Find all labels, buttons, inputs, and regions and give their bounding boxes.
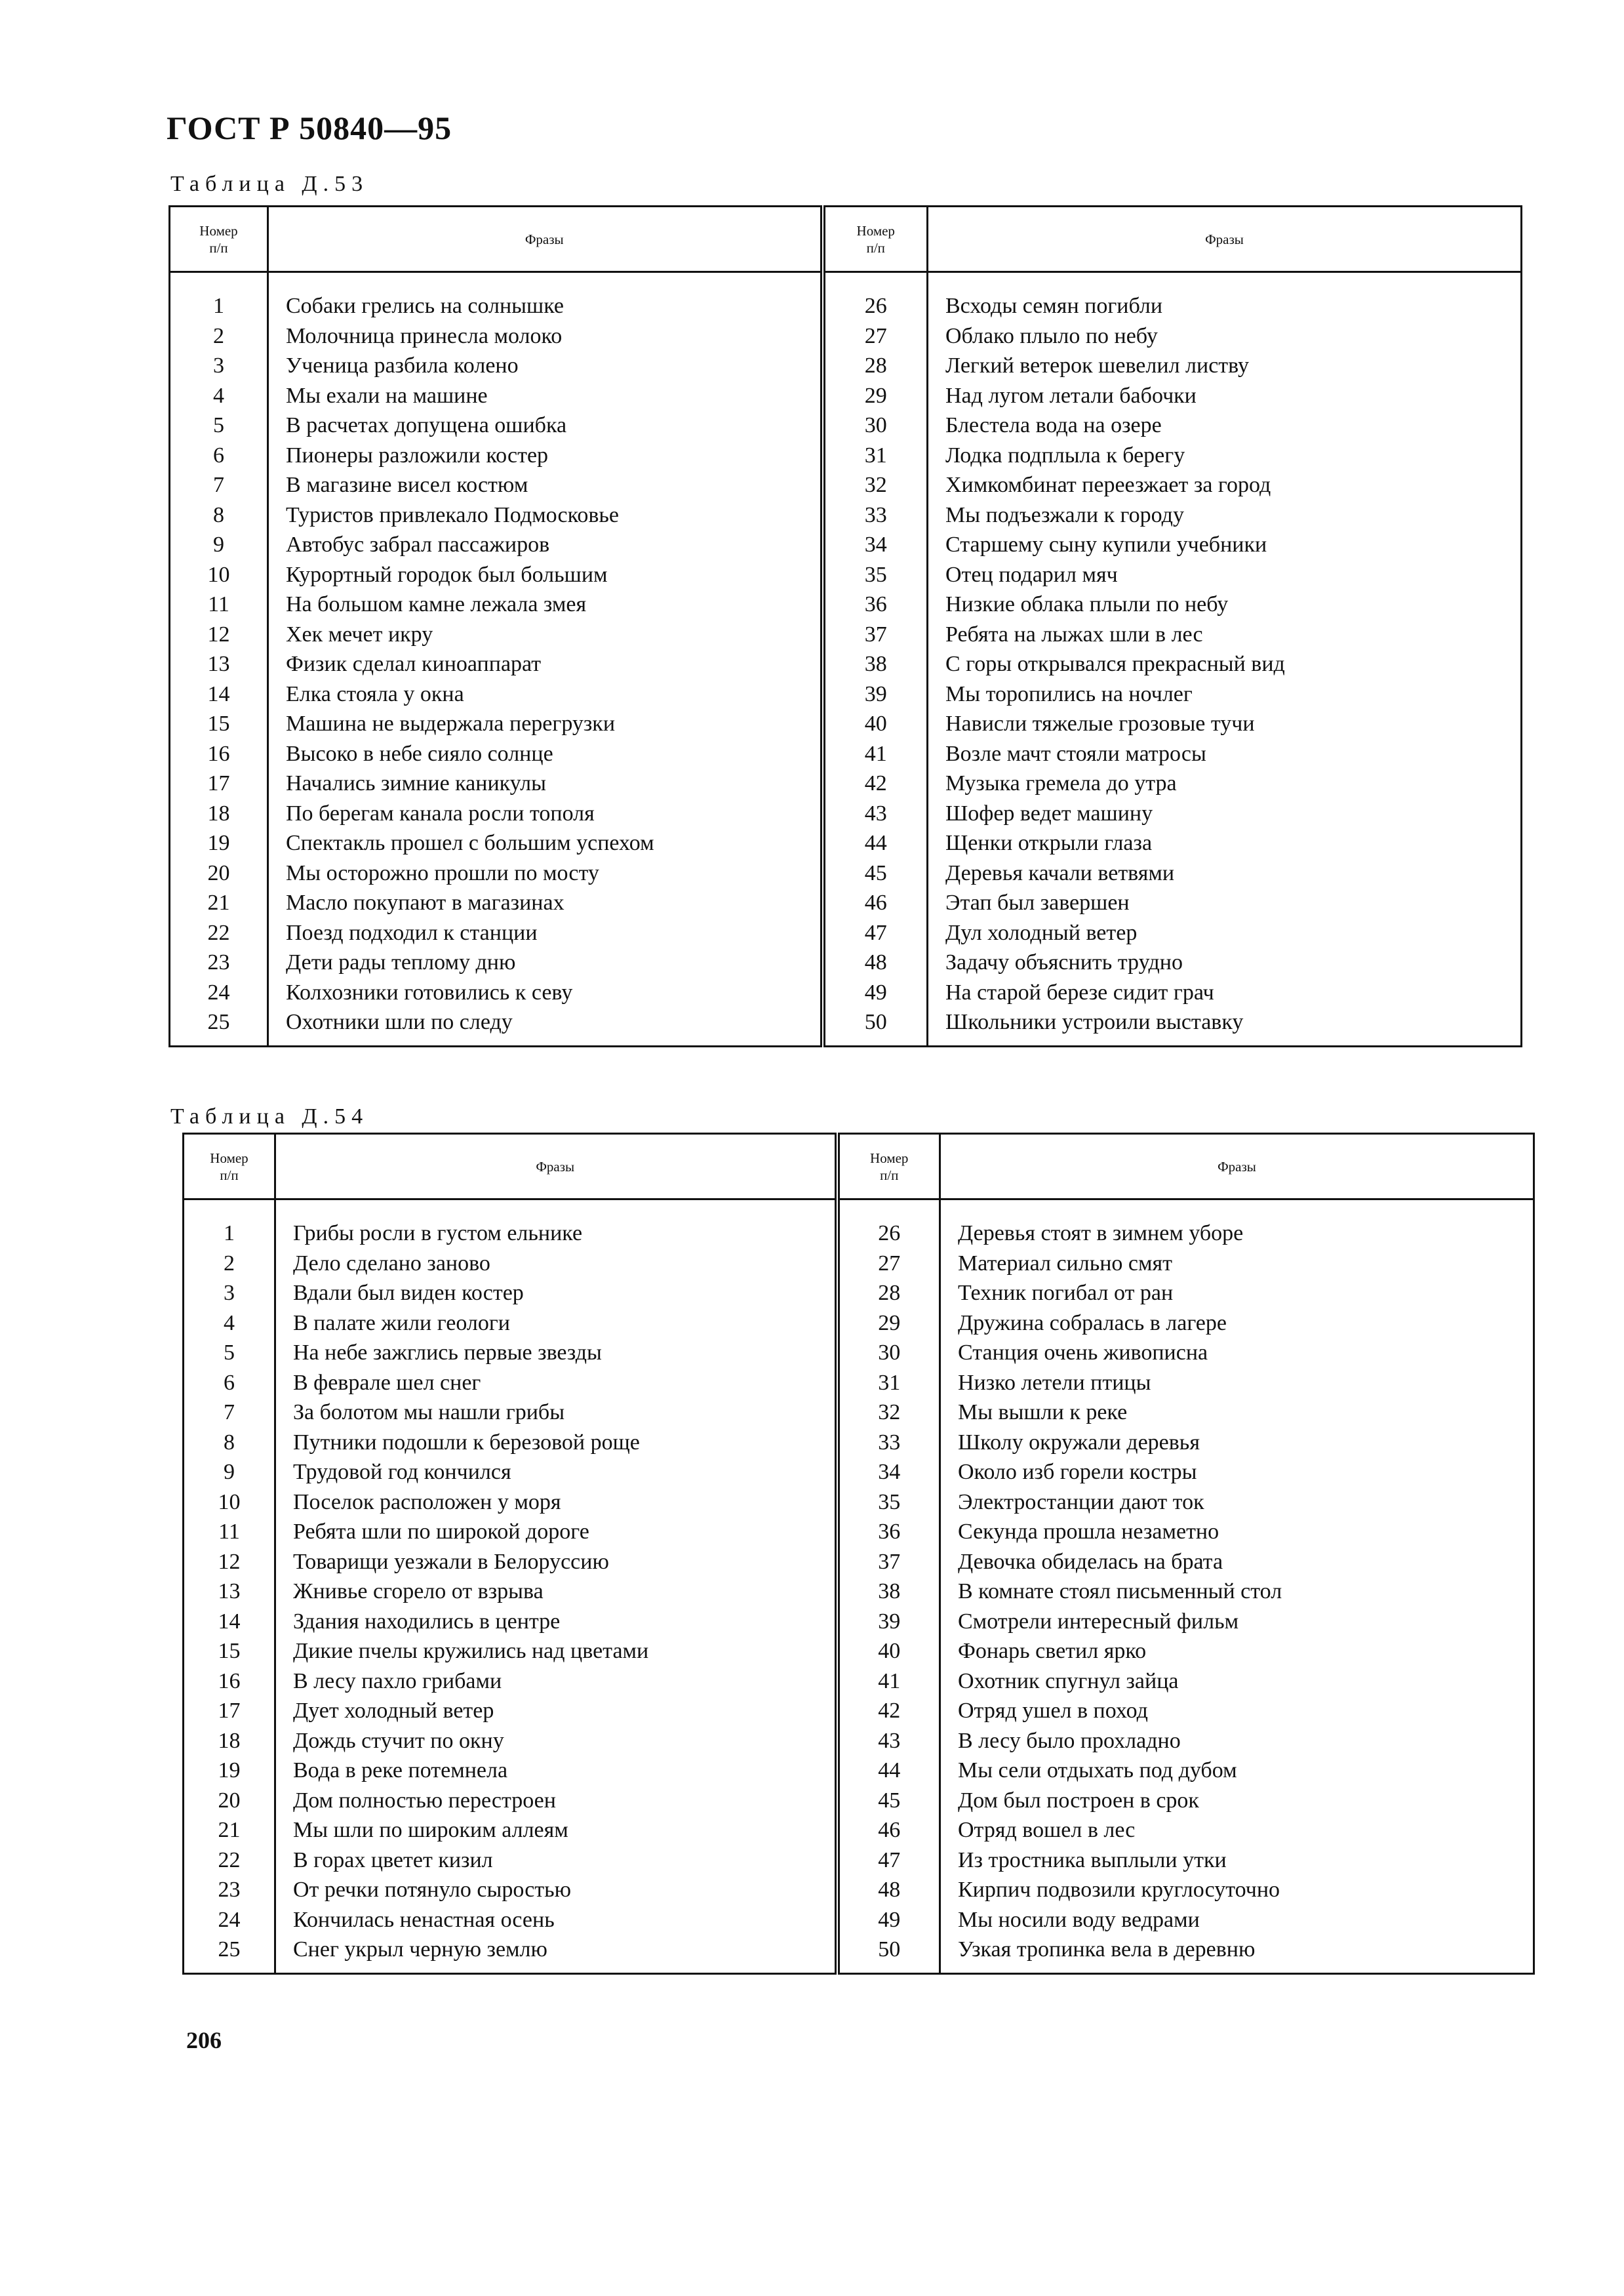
table-row	[170, 381, 1522, 411]
number-cell: 44	[823, 828, 928, 858]
phrase-cell: Отец подарил мяч	[945, 562, 1118, 587]
table-row	[184, 1338, 1534, 1368]
number-cell: 45	[837, 1786, 940, 1816]
phrase-cell: Школу окружали деревья	[958, 1430, 1200, 1455]
phrase-cell: Спектакль прошел с большим успехом	[268, 828, 823, 858]
table-row	[184, 1428, 1534, 1458]
table-row	[170, 530, 1522, 560]
number-cell: 29	[837, 1308, 940, 1339]
number-cell: 32	[837, 1398, 940, 1428]
table-row	[184, 1845, 1534, 1876]
phrase-cell: Мы подъезжали к городу	[945, 502, 1184, 527]
phrase-cell: Ребята шли по широкой дороге	[275, 1517, 837, 1547]
phrase-cell: Здания находились в центре	[275, 1607, 837, 1637]
table-row	[170, 1007, 1522, 1046]
phrase-cell: Машина не выдержала перегрузки	[268, 709, 823, 739]
number-cell: 10	[184, 1487, 275, 1518]
phrase-cell: Низкие облака плыли по небу	[945, 592, 1229, 616]
number-cell: 23	[184, 1875, 275, 1905]
table-row	[184, 1905, 1534, 1935]
phrase-cell: Облако плыло по небу	[945, 323, 1158, 348]
number-cell: 5	[170, 411, 268, 441]
number-cell: 14	[170, 679, 268, 710]
number-cell: 5	[184, 1338, 275, 1368]
phrase-cell: На старой березе сидит грач	[945, 980, 1214, 1005]
table-row	[170, 948, 1522, 978]
number-cell: 31	[837, 1368, 940, 1398]
number-cell: 10	[170, 560, 268, 590]
phrase-cell: Охотник спугнул зайца	[958, 1668, 1179, 1693]
number-cell: 22	[170, 918, 268, 948]
phrase-cell: Материал сильно смят	[958, 1251, 1173, 1276]
phrase-cell: Трудовой год кончился	[275, 1457, 837, 1487]
header-phrase: Фразы	[268, 207, 823, 272]
table-d53	[168, 205, 1522, 1047]
number-cell: 15	[170, 709, 268, 739]
number-cell: 4	[184, 1308, 275, 1339]
phrase-cell: В лесу было прохладно	[958, 1728, 1181, 1753]
table-row	[170, 978, 1522, 1008]
phrase-cell: Курортный городок был большим	[268, 560, 823, 590]
number-cell: 37	[837, 1547, 940, 1577]
table-row	[184, 1786, 1534, 1816]
number-cell: 8	[184, 1428, 275, 1458]
table-row	[170, 828, 1522, 858]
header-number: Номер п/п	[184, 1134, 275, 1199]
phrase-cell: Смотрели интересный фильм	[958, 1609, 1239, 1634]
number-cell: 24	[184, 1905, 275, 1935]
phrase-cell: Музыка гремела до утра	[945, 771, 1177, 796]
number-cell: 12	[184, 1547, 275, 1577]
phrase-cell: Кирпич подвозили круглосуточно	[958, 1878, 1280, 1902]
number-cell: 33	[823, 500, 928, 531]
phrase-cell: Ученица разбила колено	[268, 351, 823, 381]
table-d54	[182, 1133, 1535, 1975]
phrase-cell: Нависли тяжелые грозовые тучи	[945, 712, 1255, 736]
number-cell: 45	[823, 858, 928, 889]
phrase-cell: Туристов привлекало Подмосковье	[268, 500, 823, 531]
table-row	[170, 560, 1522, 590]
number-cell: 35	[837, 1487, 940, 1518]
phrase-cell: Химкомбинат переезжает за город	[945, 473, 1271, 497]
number-cell: 44	[837, 1756, 940, 1786]
document-header: ГОСТ Р 50840—95	[167, 110, 452, 146]
phrase-cell: В феврале шел снег	[275, 1368, 837, 1398]
number-cell: 1	[170, 272, 268, 321]
table-row	[170, 769, 1522, 799]
phrase-cell: Мы носили воду ведрами	[958, 1907, 1200, 1932]
number-cell: 27	[837, 1249, 940, 1279]
phrase-cell: Лодка подплыла к берегу	[945, 443, 1185, 468]
phrase-cell: Молочница принесла молоко	[268, 321, 823, 352]
number-cell: 47	[837, 1845, 940, 1876]
table-caption-d53: Таблица Д.53	[170, 172, 369, 196]
number-cell: 17	[170, 769, 268, 799]
number-cell: 25	[184, 1935, 275, 1973]
phrase-cell: Кончилась ненастная осень	[275, 1905, 837, 1935]
table-row	[170, 620, 1522, 650]
phrase-cell: Отряд вошел в лес	[958, 1818, 1136, 1842]
phrase-cell: Ребята на лыжах шли в лес	[945, 622, 1203, 647]
table-row	[184, 1517, 1534, 1547]
number-cell: 4	[170, 381, 268, 411]
table-caption-d54: Таблица Д.54	[170, 1104, 369, 1129]
header-phrase: Фразы	[940, 1134, 1534, 1199]
page-number: 206	[186, 2027, 222, 2053]
phrase-cell: Дом был построен в срок	[958, 1788, 1199, 1813]
table-row	[184, 1368, 1534, 1398]
number-cell: 7	[184, 1398, 275, 1428]
number-cell: 26	[823, 272, 928, 321]
phrase-cell: Легкий ветерок шевелил листву	[945, 353, 1250, 378]
table-row	[184, 1726, 1534, 1756]
phrase-cell: Дождь стучит по окну	[275, 1726, 837, 1756]
phrase-cell: Пионеры разложили костер	[268, 441, 823, 471]
number-cell: 22	[184, 1845, 275, 1876]
number-cell: 19	[170, 828, 268, 858]
table-row	[184, 1487, 1534, 1518]
number-cell: 38	[823, 649, 928, 679]
table-row	[184, 1636, 1534, 1666]
number-cell: 21	[184, 1815, 275, 1845]
number-cell: 14	[184, 1607, 275, 1637]
phrase-cell: Дети рады теплому дню	[268, 948, 823, 978]
table-row	[184, 1696, 1534, 1726]
number-cell: 35	[823, 560, 928, 590]
number-cell: 23	[170, 948, 268, 978]
table-row	[170, 739, 1522, 769]
phrase-cell: Деревья качали ветвями	[945, 860, 1175, 885]
phrase-cell: Дует холодный ветер	[275, 1696, 837, 1726]
phrase-cell: В комнате стоял письменный стол	[958, 1579, 1282, 1603]
phrase-cell: По берегам канала росли тополя	[268, 799, 823, 829]
phrase-cell: С горы открывался прекрасный вид	[945, 652, 1285, 676]
phrase-cell: Блестела вода на озере	[945, 413, 1162, 437]
phrase-cell: Мы шли по широким аллеям	[275, 1815, 837, 1845]
table-row	[184, 1577, 1534, 1607]
phrase-table	[182, 1133, 1535, 1975]
number-cell: 41	[837, 1666, 940, 1697]
table-row	[170, 709, 1522, 739]
phrase-cell: В палате жили геологи	[275, 1308, 837, 1339]
number-cell: 48	[837, 1875, 940, 1905]
phrase-cell: В расчетах допущена ошибка	[268, 411, 823, 441]
table-row	[184, 1607, 1534, 1637]
phrase-cell: Колхозники готовились к севу	[268, 978, 823, 1008]
number-cell: 42	[837, 1696, 940, 1726]
number-cell: 40	[823, 709, 928, 739]
phrase-cell: В горах цветет кизил	[275, 1845, 837, 1876]
number-cell: 42	[823, 769, 928, 799]
table-row	[184, 1815, 1534, 1845]
phrase-cell: Этап был завершен	[945, 891, 1130, 915]
table-row	[170, 500, 1522, 531]
number-cell: 6	[184, 1368, 275, 1398]
header-number: Номер п/п	[837, 1134, 940, 1199]
table-row	[170, 351, 1522, 381]
number-cell: 34	[837, 1457, 940, 1487]
number-cell: 31	[823, 441, 928, 471]
number-cell: 30	[837, 1338, 940, 1368]
phrase-cell: Автобус забрал пассажиров	[268, 530, 823, 560]
number-cell: 3	[170, 351, 268, 381]
phrase-cell: Вода в реке потемнела	[275, 1756, 837, 1786]
phrase-cell: Мы торопились на ночлег	[945, 681, 1193, 706]
table-row	[184, 1457, 1534, 1487]
phrase-cell: Деревья стоят в зимнем уборе	[958, 1221, 1244, 1245]
number-cell: 8	[170, 500, 268, 531]
phrase-cell: Дружина собралась в лагере	[958, 1310, 1227, 1335]
number-cell: 19	[184, 1756, 275, 1786]
number-cell: 36	[837, 1517, 940, 1547]
phrase-cell: Хек мечет икру	[268, 620, 823, 650]
table-row	[184, 1249, 1534, 1279]
number-cell: 27	[823, 321, 928, 352]
phrase-cell: Щенки открыли глаза	[945, 831, 1153, 855]
phrase-cell: Мы осторожно прошли по мосту	[268, 858, 823, 889]
number-cell: 26	[837, 1199, 940, 1249]
number-cell: 49	[837, 1905, 940, 1935]
number-cell: 33	[837, 1428, 940, 1458]
number-cell: 46	[837, 1815, 940, 1845]
number-cell: 11	[170, 590, 268, 620]
phrase-cell: Узкая тропинка вела в деревню	[958, 1937, 1256, 1962]
phrase-cell: Поселок расположен у моря	[275, 1487, 837, 1518]
header-number: Номер п/п	[170, 207, 268, 272]
number-cell: 39	[823, 679, 928, 710]
phrase-cell: За болотом мы нашли грибы	[275, 1398, 837, 1428]
phrase-cell: Елка стояла у окна	[268, 679, 823, 710]
number-cell: 2	[170, 321, 268, 352]
phrase-cell: Старшему сыну купили учебники	[945, 533, 1267, 557]
number-cell: 38	[837, 1577, 940, 1607]
number-cell: 21	[170, 888, 268, 918]
number-cell: 43	[823, 799, 928, 829]
phrase-cell: Дело сделано заново	[275, 1249, 837, 1279]
phrase-cell: Задачу объяснить трудно	[945, 950, 1183, 975]
number-cell: 32	[823, 470, 928, 500]
phrase-cell: Мы вышли к реке	[958, 1400, 1128, 1424]
phrase-cell: Низко летели птицы	[958, 1370, 1151, 1395]
number-cell: 49	[823, 978, 928, 1008]
table-row	[170, 799, 1522, 829]
header-phrase: Фразы	[928, 207, 1522, 272]
number-cell: 28	[823, 351, 928, 381]
number-cell: 13	[184, 1577, 275, 1607]
table-row	[170, 411, 1522, 441]
table-header-row	[184, 1134, 1534, 1199]
number-cell: 18	[184, 1726, 275, 1756]
number-cell: 15	[184, 1636, 275, 1666]
number-cell: 13	[170, 649, 268, 679]
table-row	[184, 1199, 1534, 1249]
number-cell: 50	[823, 1007, 928, 1046]
table-row	[170, 470, 1522, 500]
number-cell: 2	[184, 1249, 275, 1279]
number-cell: 6	[170, 441, 268, 471]
number-cell: 20	[170, 858, 268, 889]
number-cell: 39	[837, 1607, 940, 1637]
phrase-cell: На небе зажглись первые звезды	[275, 1338, 837, 1368]
table-row	[170, 649, 1522, 679]
number-cell: 36	[823, 590, 928, 620]
number-cell: 30	[823, 411, 928, 441]
number-cell: 47	[823, 918, 928, 948]
phrase-cell: Из тростника выплыли утки	[958, 1847, 1227, 1872]
phrase-cell: Школьники устроили выставку	[945, 1010, 1244, 1034]
phrase-cell: Возле мачт стояли матросы	[945, 741, 1206, 766]
table-row	[184, 1547, 1534, 1577]
table-row	[184, 1875, 1534, 1905]
number-cell: 24	[170, 978, 268, 1008]
phrase-cell: Отряд ушел в поход	[958, 1699, 1148, 1723]
header-number: Номер п/п	[823, 207, 928, 272]
number-cell: 12	[170, 620, 268, 650]
phrase-cell: Жнивье сгорело от взрыва	[275, 1577, 837, 1607]
table-row	[184, 1666, 1534, 1697]
phrase-cell: Масло покупают в магазинах	[268, 888, 823, 918]
phrase-cell: Поезд подходил к станции	[268, 918, 823, 948]
number-cell: 16	[170, 739, 268, 769]
phrase-cell: Мы сели отдыхать под дубом	[958, 1758, 1237, 1782]
phrase-cell: Мы ехали на машине	[268, 381, 823, 411]
table-header-row	[170, 207, 1522, 272]
table-row	[170, 590, 1522, 620]
table-row	[170, 679, 1522, 710]
phrase-cell: Всходы семян погибли	[945, 294, 1163, 318]
number-cell: 48	[823, 948, 928, 978]
phrase-cell: Начались зимние каникулы	[268, 769, 823, 799]
number-cell: 3	[184, 1278, 275, 1308]
number-cell: 25	[170, 1007, 268, 1046]
number-cell: 46	[823, 888, 928, 918]
number-cell: 29	[823, 381, 928, 411]
phrase-cell: Дом полностью перестроен	[275, 1786, 837, 1816]
phrase-cell: Охотники шли по следу	[268, 1007, 823, 1046]
phrase-table	[168, 205, 1522, 1047]
phrase-cell: Электростанции дают ток	[958, 1489, 1204, 1514]
number-cell: 34	[823, 530, 928, 560]
table-row	[170, 441, 1522, 471]
table-row	[170, 888, 1522, 918]
number-cell: 50	[837, 1935, 940, 1973]
table-row	[184, 1278, 1534, 1308]
phrase-cell: В лесу пахло грибами	[275, 1666, 837, 1697]
number-cell: 40	[837, 1636, 940, 1666]
phrase-cell: Девочка обиделась на брата	[958, 1549, 1223, 1574]
phrase-cell: Путники подошли к березовой роще	[275, 1428, 837, 1458]
phrase-cell: Вдали был виден костер	[275, 1278, 837, 1308]
phrase-cell: Снег укрыл черную землю	[275, 1935, 837, 1973]
table-row	[184, 1935, 1534, 1973]
number-cell: 43	[837, 1726, 940, 1756]
number-cell: 7	[170, 470, 268, 500]
phrase-cell: Секунда прошла незаметно	[958, 1520, 1219, 1544]
phrase-cell: Около изб горели костры	[958, 1460, 1197, 1484]
phrase-cell: Фонарь светил ярко	[958, 1639, 1147, 1663]
phrase-cell: Шофер ведет машину	[945, 801, 1153, 826]
table-row	[170, 858, 1522, 889]
phrase-cell: Дул холодный ветер	[945, 920, 1138, 945]
phrase-cell: Высоко в небе сияло солнце	[268, 739, 823, 769]
phrase-cell: В магазине висел костюм	[268, 470, 823, 500]
phrase-cell: Товарищи уезжали в Белоруссию	[275, 1547, 837, 1577]
table-row	[184, 1308, 1534, 1339]
phrase-cell: Станция очень живописна	[958, 1340, 1208, 1365]
number-cell: 1	[184, 1199, 275, 1249]
table-row	[184, 1756, 1534, 1786]
header-phrase: Фразы	[275, 1134, 837, 1199]
phrase-cell: Грибы росли в густом ельнике	[275, 1199, 837, 1249]
number-cell: 16	[184, 1666, 275, 1697]
number-cell: 20	[184, 1786, 275, 1816]
number-cell: 9	[170, 530, 268, 560]
phrase-cell: На большом камне лежала змея	[268, 590, 823, 620]
number-cell: 11	[184, 1517, 275, 1547]
number-cell: 9	[184, 1457, 275, 1487]
phrase-cell: Физик сделал киноаппарат	[268, 649, 823, 679]
number-cell: 28	[837, 1278, 940, 1308]
phrase-cell: Дикие пчелы кружились над цветами	[275, 1636, 837, 1666]
table-row	[184, 1398, 1534, 1428]
table-row	[170, 321, 1522, 352]
phrase-cell: Техник погибал от ран	[958, 1281, 1174, 1305]
phrase-cell: Собаки грелись на солнышке	[268, 272, 823, 321]
table-row	[170, 272, 1522, 321]
table-row	[170, 918, 1522, 948]
phrase-cell: От речки потянуло сыростью	[275, 1875, 837, 1905]
number-cell: 17	[184, 1696, 275, 1726]
number-cell: 37	[823, 620, 928, 650]
number-cell: 18	[170, 799, 268, 829]
phrase-cell: Над лугом летали бабочки	[945, 383, 1197, 408]
number-cell: 41	[823, 739, 928, 769]
